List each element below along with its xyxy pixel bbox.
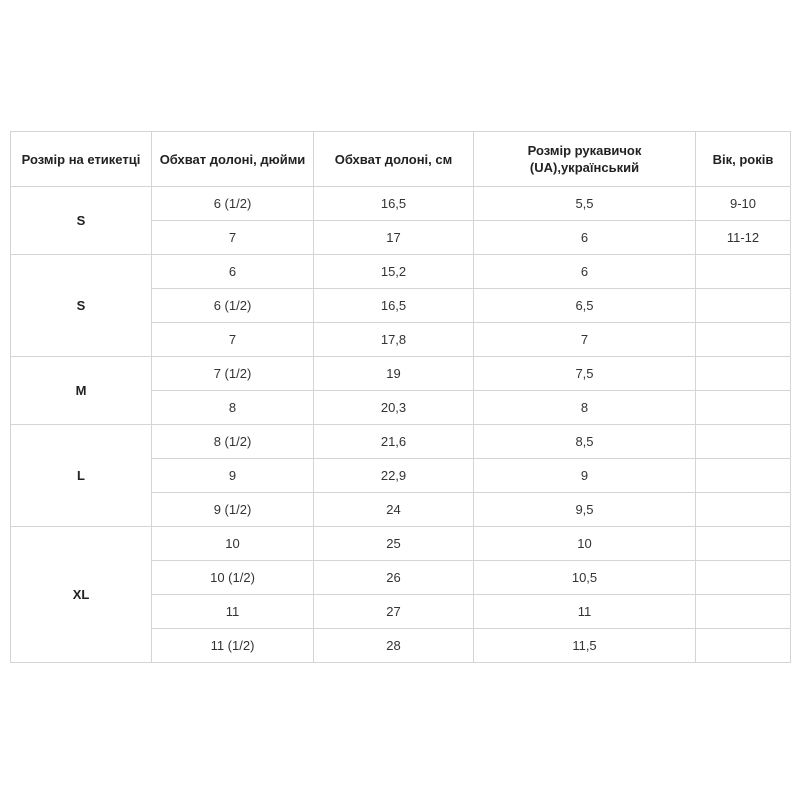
header-row [11,132,791,187]
cell-palm-inches: 8 [152,391,314,425]
cell-palm-cm: 16,5 [314,187,474,221]
cell-palm-cm: 19 [314,357,474,391]
cell-palm-cm: 22,9 [314,459,474,493]
cell-age [696,255,791,289]
header-label-size: Розмір на етикетці [11,132,152,187]
cell-ua-size: 8,5 [474,425,696,459]
cell-ua-size: 10,5 [474,561,696,595]
cell-palm-inches: 8 (1/2) [152,425,314,459]
cell-ua-size: 7,5 [474,357,696,391]
table-row [11,357,791,391]
cell-palm-inches: 7 [152,323,314,357]
cell-palm-inches: 6 (1/2) [152,187,314,221]
table-header [11,132,791,187]
cell-age: 11-12 [696,221,791,255]
cell-palm-inches: 6 [152,255,314,289]
cell-palm-cm: 25 [314,527,474,561]
cell-palm-cm: 21,6 [314,425,474,459]
cell-palm-inches: 11 (1/2) [152,629,314,663]
table-row [11,187,791,221]
cell-ua-size: 6,5 [474,289,696,323]
header-age: Вік, років [696,132,791,187]
cell-ua-size: 10 [474,527,696,561]
cell-size-label: S [11,255,152,357]
table-row [11,255,791,289]
cell-ua-size: 6 [474,255,696,289]
cell-palm-cm: 17 [314,221,474,255]
cell-palm-inches: 9 (1/2) [152,493,314,527]
cell-palm-inches: 9 [152,459,314,493]
cell-palm-inches: 11 [152,595,314,629]
header-palm-inches: Обхват долоні, дюйми [152,132,314,187]
cell-age [696,391,791,425]
cell-ua-size: 11,5 [474,629,696,663]
cell-palm-cm: 26 [314,561,474,595]
cell-age [696,323,791,357]
cell-age [696,425,791,459]
table-body [11,187,791,663]
cell-size-label: XL [11,527,152,663]
cell-ua-size: 7 [474,323,696,357]
cell-age [696,595,791,629]
cell-palm-inches: 6 (1/2) [152,289,314,323]
cell-size-label: S [11,187,152,255]
cell-age [696,289,791,323]
cell-palm-cm: 27 [314,595,474,629]
cell-palm-cm: 15,2 [314,255,474,289]
table-row [11,527,791,561]
glove-size-table [10,131,791,663]
cell-palm-inches: 7 [152,221,314,255]
cell-palm-inches: 7 (1/2) [152,357,314,391]
cell-age [696,493,791,527]
cell-palm-inches: 10 (1/2) [152,561,314,595]
header-ua-size: Розмір рукавичок (UA),український [474,132,696,187]
cell-palm-cm: 28 [314,629,474,663]
cell-age: 9-10 [696,187,791,221]
cell-age [696,527,791,561]
header-palm-cm: Обхват долоні, см [314,132,474,187]
cell-ua-size: 6 [474,221,696,255]
table-row [11,425,791,459]
cell-palm-cm: 16,5 [314,289,474,323]
cell-palm-cm: 20,3 [314,391,474,425]
cell-age [696,629,791,663]
cell-ua-size: 9 [474,459,696,493]
cell-ua-size: 5,5 [474,187,696,221]
cell-palm-cm: 17,8 [314,323,474,357]
cell-size-label: L [11,425,152,527]
cell-palm-cm: 24 [314,493,474,527]
cell-ua-size: 8 [474,391,696,425]
cell-age [696,561,791,595]
cell-age [696,459,791,493]
cell-size-label: M [11,357,152,425]
cell-ua-size: 9,5 [474,493,696,527]
cell-ua-size: 11 [474,595,696,629]
cell-age [696,357,791,391]
cell-palm-inches: 10 [152,527,314,561]
